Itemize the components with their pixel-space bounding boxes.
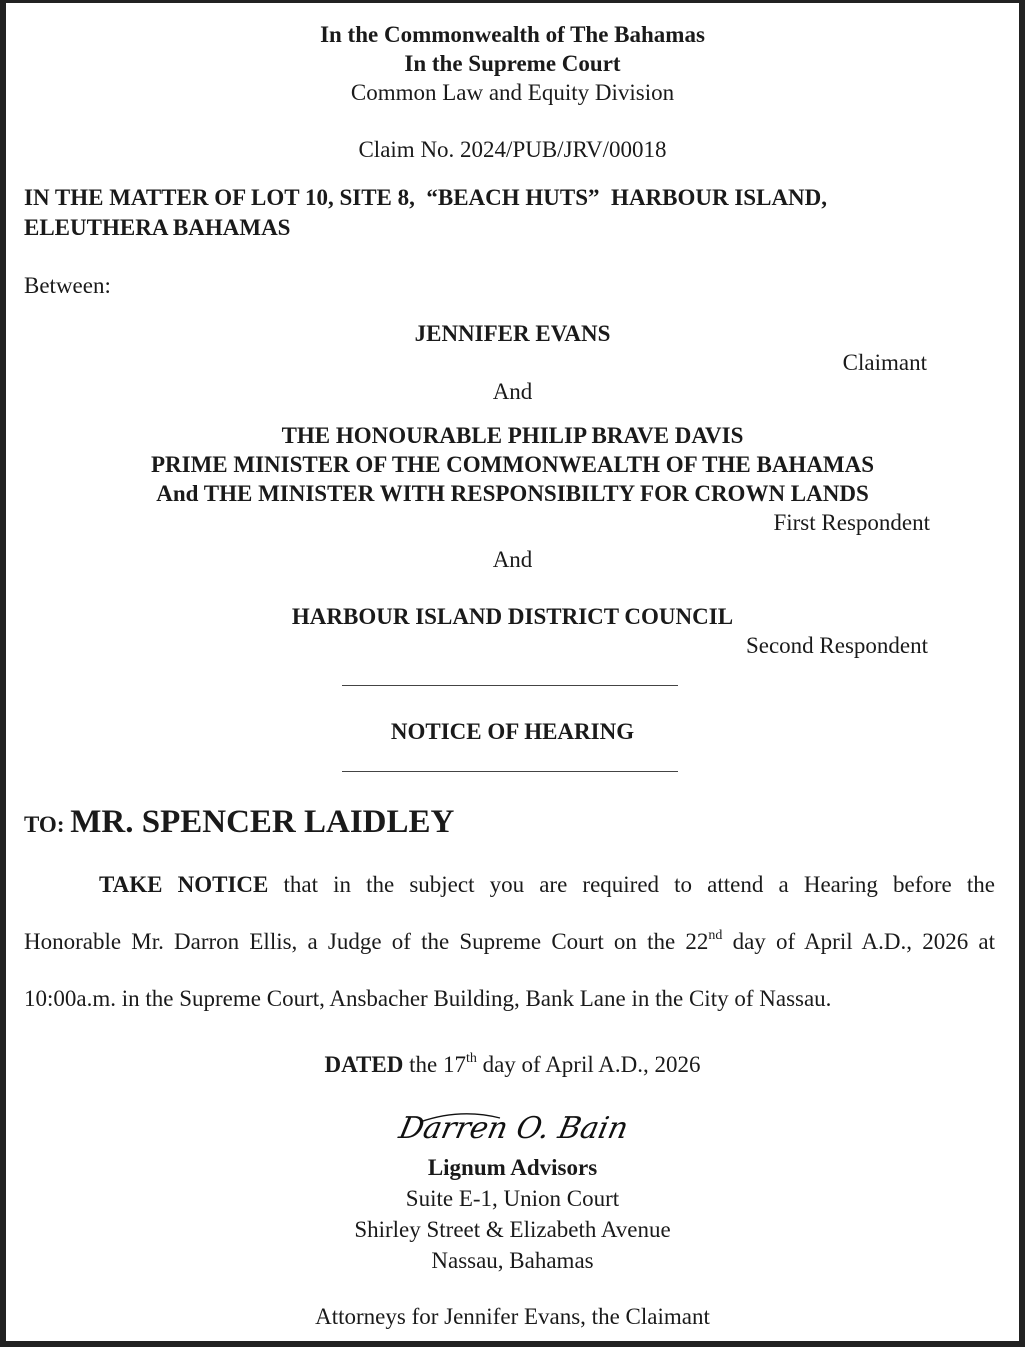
dated-label: DATED [324, 1052, 404, 1077]
claimant-name: JENNIFER EVANS [414, 321, 611, 346]
firm-address-2: Shirley Street & Elizabeth Avenue [354, 1217, 671, 1242]
division-line: Common Law and Equity Division [350, 80, 675, 105]
body-line-3: 10:00a.m. in the Supreme Court, Ansbacher Building, Bank Lane in the City of Nassau. [24, 986, 832, 1011]
addressee [24, 804, 454, 843]
ordinal-suffix: nd [708, 928, 723, 943]
matter-line-2: ELEUTHERA BAHAMAS [24, 215, 291, 240]
and-separator-2: And [492, 547, 533, 572]
claim-number: Claim No. 2024/PUB/JRV/00018 [358, 137, 667, 162]
claimant-role: Claimant [842, 350, 927, 375]
court-line: In the Supreme Court [404, 51, 621, 76]
body-line-1 [24, 871, 995, 899]
dated-ordinal: th [465, 1051, 477, 1066]
dated-line [0, 1051, 1025, 1079]
firm-address-3: Nassau, Bahamas [431, 1248, 594, 1273]
dated-a: the 17 [409, 1052, 466, 1077]
firm-name: Lignum Advisors [427, 1155, 598, 1180]
second-respondent-role: Second Respondent [745, 633, 928, 658]
dated-b: day of April A.D., 2026 [482, 1052, 701, 1077]
first-respondent-line-3: And THE MINISTER WITH RESPONSIBILTY FOR CROWN LANDS [156, 481, 869, 506]
to-label: TO: [24, 812, 65, 837]
body-line-2 [24, 928, 995, 956]
body-line-2-a: Honorable Mr. Darron Ellis, a Judge of the Supreme Court on the 22 [24, 929, 709, 954]
body-line-1-text: that in the subject you are required to attend a Hearing before the [283, 872, 995, 897]
body-line-2-b: day of April A.D., 2026 at [732, 929, 995, 954]
take-notice-lead: TAKE NOTICE [99, 872, 269, 897]
notice-title: NOTICE OF HEARING [390, 719, 635, 744]
signature [0, 1108, 1025, 1148]
matter-line-1: IN THE MATTER OF LOT 10, SITE 8, “BEACH HUTS” HARBOUR ISLAND, [24, 185, 828, 210]
jurisdiction-line: In the Commonwealth of The Bahamas [320, 22, 705, 47]
signature-text: Darren O. Bain [395, 1111, 632, 1146]
first-respondent-line-1: THE HONOURABLE PHILIP BRAVE DAVIS [281, 423, 744, 448]
between-label: Between: [24, 273, 111, 298]
divider-top [342, 685, 678, 686]
first-respondent-line-2: PRIME MINISTER OF THE COMMONWEALTH OF THE BAHAMAS [150, 452, 875, 477]
divider-bottom [342, 771, 678, 772]
first-respondent-role: First Respondent [773, 510, 930, 535]
addressee-name: MR. SPENCER LAIDLEY [70, 804, 455, 840]
and-separator-1: And [492, 379, 533, 404]
firm-address-1: Suite E-1, Union Court [405, 1186, 620, 1211]
attorneys-line: Attorneys for Jennifer Evans, the Claimant [315, 1304, 710, 1329]
second-respondent-name: HARBOUR ISLAND DISTRICT COUNCIL [291, 604, 734, 629]
